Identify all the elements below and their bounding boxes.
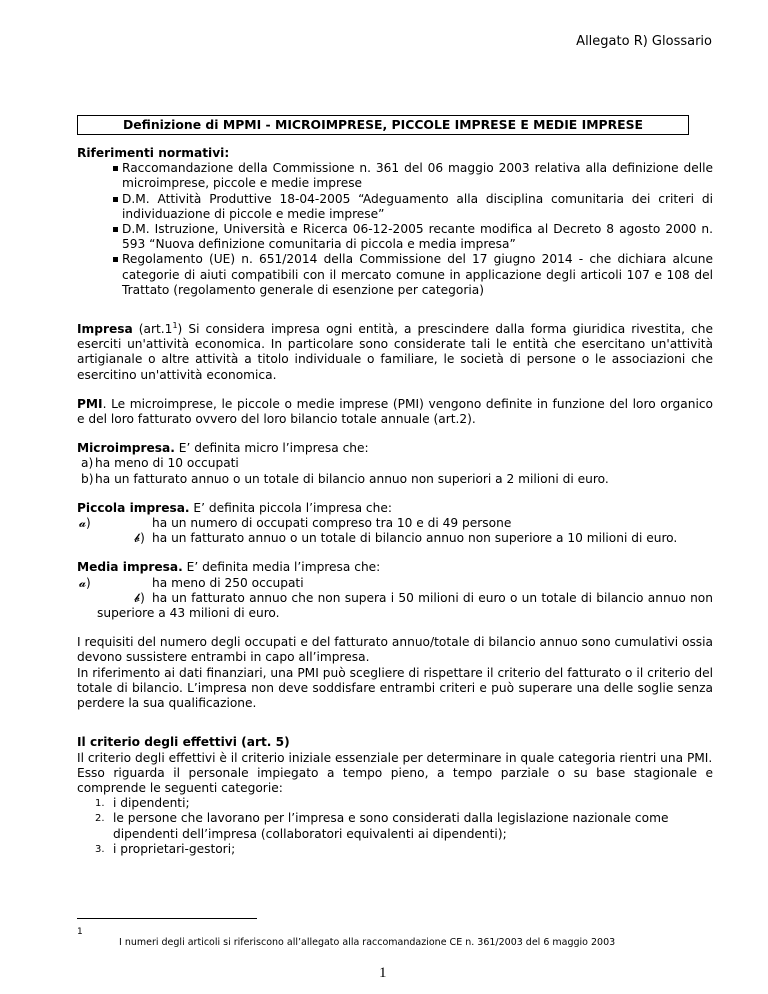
- piccola-item: 𝓪) ha un numero di occupati compreso tra 10 e di 49 persone: [79, 516, 512, 531]
- document-body: [77, 146, 713, 857]
- impresa-term: Impresa: [77, 322, 133, 337]
- riferimenti-item: Regolamento (UE) n. 651/2014 della Commissione del 17 giugno 2014 - che dichiara alcune categorie di aiuti compatibili con il mercato comune in applicazione degli articoli 107 e 108 del Trattato (regolamento generale di esenzione per categoria): [77, 252, 713, 298]
- bullet-icon: [113, 257, 118, 262]
- piccola-item: 𝓫) ha un fatturato annuo o un totale di bilancio annuo non superiore a 10 milioni di euro.: [134, 531, 678, 546]
- footnote-number: 1: [77, 927, 83, 937]
- riferimenti-item: Raccomandazione della Commissione n. 361 del 06 maggio 2003 relativa alla definizione delle microimprese, piccole e medie imprese: [77, 161, 713, 191]
- requisiti-paragraph: In riferimento ai dati finanziari, una PMI può scegliere di rispettare il criterio del fatturato o il criterio del totale di bilancio. L’impresa non deve soddisfare entrambi criteri e può superare una delle soglie senza perdere la sua qualificazione.: [77, 665, 713, 711]
- media-item: 𝓪) ha meno di 250 occupati: [79, 575, 304, 590]
- effettivi-item: 1. i dipendenti;: [95, 796, 190, 811]
- effettivi-heading: Il criterio degli effettivi (art. 5): [77, 735, 290, 750]
- bullet-icon: [113, 166, 118, 171]
- microimpresa-intro: Microimpresa. E’ definita micro l’impresa che:: [77, 441, 369, 456]
- piccola-impresa-intro: Piccola impresa. E’ definita piccola l’impresa che:: [77, 500, 392, 515]
- footnote-text: I numeri degli articoli si riferiscono all’allegato alla raccomandazione CE n. 361/2003 del 6 maggio 2003: [119, 937, 616, 948]
- effettivi-item: 2. le persone che lavorano per l’impresa e sono considerati dalla legislazione nazionale come dipendenti dell’impresa (collaboratori equivalenti ai dipendenti);: [95, 811, 669, 841]
- effettivi-paragraph: Il criterio degli effettivi è il criterio iniziale essenziale per determinare in quale categoria rientri una PMI.: [77, 750, 713, 765]
- page-header: Allegato R) Glossario: [576, 34, 712, 49]
- riferimenti-item: D.M. Attività Produttive 18-04-2005 “Adeguamento alla disciplina comunitaria dei criteri di individuazione di piccole e medie imprese”: [77, 192, 713, 222]
- riferimenti-item: D.M. Istruzione, Università e Ricerca 06-12-2005 recante modifica al Decreto 8 agosto 2000 n. 593 “Nuova definizione comunitaria di piccola e media impresa”: [77, 222, 713, 252]
- bullet-icon: [113, 227, 118, 232]
- riferimenti-heading: Riferimenti normativi:: [77, 146, 230, 160]
- media-item: 𝓫) ha un fatturato annuo che non supera i 50 milioni di euro o un totale di bilancio annuo non superiore a 43 milioni di euro.: [97, 590, 713, 621]
- impresa-paragraph: Impresa $(art.1^1)$ Si considera impresa ogni entità, a prescindere dalla forma giuridica rivestita, che eserciti un'attività economica. In particolare sono considerate tali le entità che esercitano un'attività artigianale o altre attività a titolo individuale o familiare, le società di persone o le associazioni che esercitino un'attività economica.: [77, 320, 714, 382]
- pmi-paragraph: PMI. Le microimprese, le piccole o medie imprese (PMI) vengono definite in funzione del loro organico e del loro fatturato ovvero del loro bilancio totale annuale (art.2).: [77, 396, 713, 427]
- page-number: 1: [379, 965, 387, 981]
- footnote-divider: [77, 918, 257, 919]
- media-impresa-intro: Media impresa. E’ definita media l’impresa che:: [77, 560, 381, 575]
- requisiti-paragraph: I requisiti del numero degli occupati e del fatturato annuo/totale di bilancio annuo sono cumulativi ossia devono sussistere entrambi in capo all’impresa.: [77, 635, 713, 665]
- microimpresa-item: b) ha un fatturato annuo o un totale di bilancio annuo non superiori a 2 milioni di euro.: [81, 471, 609, 486]
- effettivi-item: 3. i proprietari-gestori;: [95, 841, 236, 856]
- bullet-icon: [113, 197, 118, 202]
- footnote-ref: 1: [172, 320, 178, 330]
- microimpresa-item: a) ha meno di 10 occupati: [81, 456, 239, 471]
- document-title: Definizione di MPMI - MICROIMPRESE, PICCOLE IMPRESE E MEDIE IMPRESE: [77, 115, 689, 135]
- effettivi-paragraph: Esso riguarda il personale impiegato a tempo pieno, a tempo parziale o su base stagionale e comprende le seguenti categorie:: [77, 765, 713, 795]
